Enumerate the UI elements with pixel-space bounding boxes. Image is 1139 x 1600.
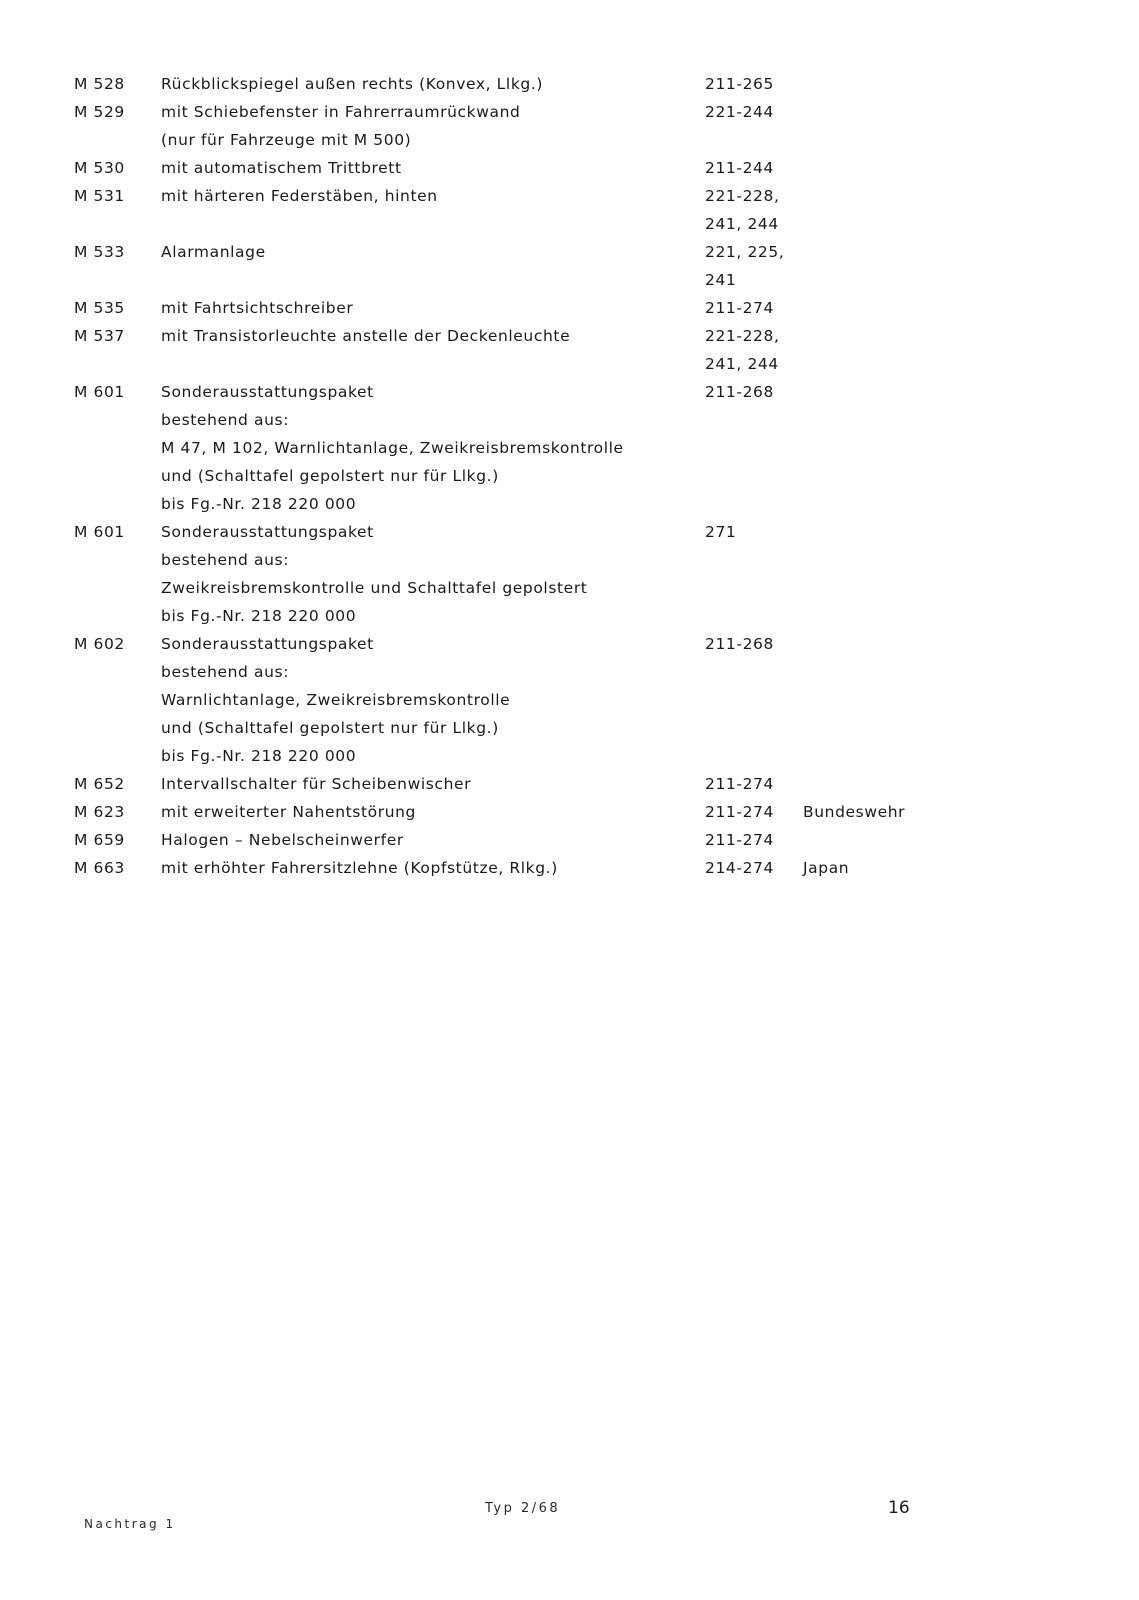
- option-code: M 531: [74, 187, 125, 205]
- list-item: [0, 490, 1139, 518]
- option-description: mit Schiebefenster in Fahrerraumrückwand: [161, 103, 521, 121]
- option-description: Warnlichtanlage, Zweikreisbremskontrolle: [161, 691, 511, 709]
- option-types: 221-244: [705, 103, 774, 121]
- list-item: [0, 602, 1139, 630]
- option-description: und (Schalttafel gepolstert nur für Llkg.): [161, 467, 499, 485]
- option-types: 214-274: [705, 859, 774, 877]
- option-code: M 533: [74, 243, 125, 261]
- list-item: [0, 826, 1139, 854]
- option-code: M 652: [74, 775, 125, 793]
- option-description: mit automatischem Trittbrett: [161, 159, 402, 177]
- option-description: Alarmanlage: [161, 243, 266, 261]
- list-item: [0, 518, 1139, 546]
- list-item: [0, 658, 1139, 686]
- option-description: bestehend aus:: [161, 663, 290, 681]
- option-types: 221-228,: [705, 187, 780, 205]
- option-types: 241, 244: [705, 215, 779, 233]
- list-item: [0, 378, 1139, 406]
- list-item: [0, 714, 1139, 742]
- list-item: [0, 798, 1139, 826]
- list-item: [0, 742, 1139, 770]
- option-description: M 47, M 102, Warnlichtanlage, Zweikreisbremskontrolle: [161, 439, 624, 457]
- option-code: M 537: [74, 327, 125, 345]
- option-code: M 535: [74, 299, 125, 317]
- option-description: mit erhöhter Fahrersitzlehne (Kopfstütze, Rlkg.): [161, 859, 558, 877]
- list-item: [0, 546, 1139, 574]
- list-item: [0, 210, 1139, 238]
- option-code: M 601: [74, 523, 125, 541]
- option-description: bestehend aus:: [161, 411, 290, 429]
- list-item: [0, 462, 1139, 490]
- option-types: 211-274: [705, 299, 774, 317]
- option-description: Sonderausstattungspaket: [161, 523, 374, 541]
- option-code: M 530: [74, 159, 125, 177]
- option-code: M 601: [74, 383, 125, 401]
- option-description: mit erweiterter Nahentstörung: [161, 803, 416, 821]
- list-item: [0, 294, 1139, 322]
- option-description: mit härteren Federstäben, hinten: [161, 187, 438, 205]
- equipment-list: [0, 70, 1139, 882]
- option-description: mit Transistorleuchte anstelle der Deckenleuchte: [161, 327, 571, 345]
- option-code: M 602: [74, 635, 125, 653]
- option-types: 211-244: [705, 159, 774, 177]
- option-description: Intervallschalter für Scheibenwischer: [161, 775, 472, 793]
- option-note: Bundeswehr: [803, 803, 906, 821]
- list-item: [0, 350, 1139, 378]
- option-types: 241, 244: [705, 355, 779, 373]
- option-description: und (Schalttafel gepolstert nur für Llkg.): [161, 719, 499, 737]
- page-number: 16: [888, 1498, 910, 1518]
- option-code: M 659: [74, 831, 125, 849]
- option-types: 271: [705, 523, 737, 541]
- option-types: 211-265: [705, 75, 774, 93]
- footer-supplement-label: Nachtrag 1: [84, 1517, 176, 1531]
- list-item: [0, 266, 1139, 294]
- option-types: 241: [705, 271, 737, 289]
- list-item: [0, 854, 1139, 882]
- footer-type-label: Typ 2/68: [485, 1501, 561, 1516]
- option-code: M 623: [74, 803, 125, 821]
- option-types: 211-268: [705, 383, 774, 401]
- option-note: Japan: [803, 859, 850, 877]
- option-code: M 663: [74, 859, 125, 877]
- option-description: mit Fahrtsichtschreiber: [161, 299, 354, 317]
- list-item: [0, 182, 1139, 210]
- list-item: [0, 98, 1139, 126]
- option-description: Halogen – Nebelscheinwerfer: [161, 831, 404, 849]
- option-description: bis Fg.-Nr. 218 220 000: [161, 607, 357, 625]
- option-description: Sonderausstattungspaket: [161, 383, 374, 401]
- list-item: [0, 574, 1139, 602]
- list-item: [0, 434, 1139, 462]
- list-item: [0, 406, 1139, 434]
- option-description: bis Fg.-Nr. 218 220 000: [161, 747, 357, 765]
- option-types: 211-274: [705, 803, 774, 821]
- list-item: [0, 322, 1139, 350]
- option-description: (nur für Fahrzeuge mit M 500): [161, 131, 412, 149]
- option-types: 221-228,: [705, 327, 780, 345]
- option-description: Rückblickspiegel außen rechts (Konvex, Llkg.): [161, 75, 544, 93]
- list-item: [0, 770, 1139, 798]
- option-description: Sonderausstattungspaket: [161, 635, 374, 653]
- option-types: 211-274: [705, 831, 774, 849]
- option-code: M 528: [74, 75, 125, 93]
- option-description: bestehend aus:: [161, 551, 290, 569]
- list-item: [0, 154, 1139, 182]
- list-item: [0, 70, 1139, 98]
- list-item: [0, 630, 1139, 658]
- option-description: bis Fg.-Nr. 218 220 000: [161, 495, 357, 513]
- option-types: 211-268: [705, 635, 774, 653]
- option-description: Zweikreisbremskontrolle und Schalttafel gepolstert: [161, 579, 588, 597]
- option-code: M 529: [74, 103, 125, 121]
- option-types: 211-274: [705, 775, 774, 793]
- option-types: 221, 225,: [705, 243, 785, 261]
- list-item: [0, 126, 1139, 154]
- list-item: [0, 238, 1139, 266]
- list-item: [0, 686, 1139, 714]
